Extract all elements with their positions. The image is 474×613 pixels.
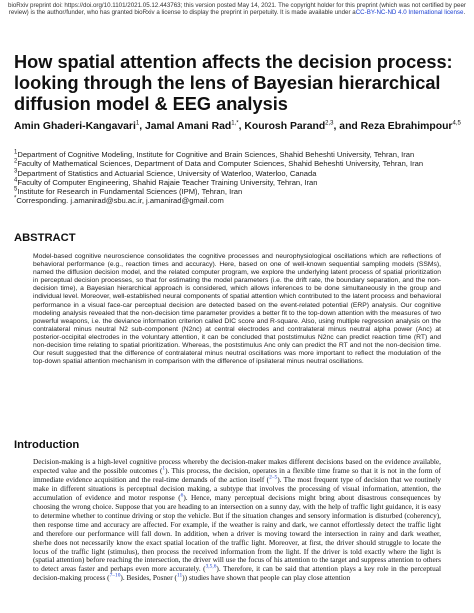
citation-link[interactable]: 3,5,6: [205, 564, 217, 571]
author-affiliation-marker: 2,3: [325, 120, 334, 127]
introduction-text: Decision-making is a high-level cognitive process whereby the decision-maker makes different decisions based on the evidence available, expected value and the possible outcomes ($^1$). This process, the decision, operates in a flexible time frame so that it is not in the form of immediate evidence acquisition and the real-time demands of the action itself ($^{2-5}$). The most frequent type of decision that we routinely make in different situations is perceptual decision making, a subtype that involves the processing of visual information, attention, the accumulation of evidence and motor response ($^6$). Hence, many perceptual decisions might bring about disastrous consequences by choosing the wrong choice. Suppose that you are heading to an intersection on a sunny day, with the help of traffic light guidance, it is easy to determine whether to continue driving or stop the vehicle. But if the situation changes and sensory information is disturbed (coherency), then response time and accuracy are affected. For example, if the weather is rainy and dark, we cannot effortlessly detect the traffic light and therefore our performance will fall down. In addition, when a driver is moving toward the intersection in rainy and dark weather, she/he does not necessarily know the exact spatial location of the traffic light. Moreover, at first, the driver should struggle to locate the locus of the traffic light (stimulus), then process the received information from the light. If the driver is told exactly where the light is (spatial attention) before reaching the intersection, the driver will use the focus of his attention to the target and suppress attention to others to detect areas faster and perhaps even more accurately. ($^{3,5,6}$). Therefore, it can be said that attention plays a key role in the perceptual decision-making process ($^{7-10}$). Besides, Posner ($^{11}$)) studies have shown that people can play close attention: [33, 457, 441, 583]
affiliation: [14, 159, 464, 168]
author-name: Kourosh Parand: [244, 121, 326, 132]
author-name: Reza Ebrahimpour: [360, 121, 453, 132]
citation-link[interactable]: 11: [176, 572, 183, 579]
affiliation-marker: 1: [14, 149, 18, 156]
affiliation-text: Corresponding. j.amanirad@sbu.ac.ir, j.amanirad@gmail.com: [16, 196, 224, 206]
author-name: Jamal Amani Rad: [144, 121, 232, 132]
preprint-notice: [0, 2, 474, 17]
affiliation-marker: *: [14, 195, 17, 202]
affiliation-marker: 4: [14, 177, 18, 184]
author-affiliation-marker: 4,5: [452, 120, 461, 127]
author-affiliation-marker: 1: [135, 120, 140, 127]
affiliation: [14, 150, 464, 159]
affiliation: [14, 169, 464, 178]
intro-text-run: . The most frequent type of decision that we routinely make in different situations is perceptual decision making, a subtype that involves the processing of visual information, attention, the accumulation of evidence and motor response: [33, 474, 441, 502]
affiliation-marker: 3: [14, 168, 18, 175]
citation-link[interactable]: 1: [162, 465, 166, 472]
intro-text-run: . This process, the decision, operates in a flexible time frame so that it is not in the form of immediate evidence acquisition and the real-time demands of the action itself: [33, 465, 441, 484]
intro-text-run: ) studies have shown that people can play close attention: [184, 573, 351, 583]
affiliation-text: Institute for Research in Fundamental Sciences (IPM), Tehran, Iran: [17, 187, 243, 197]
citation-link[interactable]: 6: [180, 492, 184, 499]
license-link[interactable]: CC-BY-NC-ND 4.0 International license: [355, 9, 464, 17]
affiliation-text: Faculty of Computer Engineering, Shahid Rajaie Teacher Training University, Tehran, Iran: [17, 177, 318, 187]
affiliation-list: [14, 150, 464, 206]
author-affiliation-marker: 1,*: [231, 120, 239, 127]
preprint-notice-tail: .: [463, 9, 466, 17]
affiliation-marker: 5: [14, 186, 18, 193]
affiliation-text: Faculty of Mathematical Sciences, Department of Data and Computer Sciences, Shahid Beheshti University, Tehran, Iran: [17, 159, 424, 169]
preprint-notice-text: bioRxiv preprint doi: https://doi.org/10.1101/2021.05.12.443763; this version posted May 14, 2021. The copyright holder for this preprint (which was not certified by peer review) is the author/funder, who has granted bioRxiv a license to display the preprint in perpetuity. It is made available under a: [8, 2, 466, 17]
affiliation: [14, 196, 464, 205]
author-list: Amin Ghaderi-Kangavari$^1$, Jamal Amani Rad$^{1,*}$, Kourosh Parand$^{2,3}$, and Reza Ebrahimpour$^{4,5}$: [14, 120, 461, 132]
intro-text-run: . Therefore, it can be said that attention plays a key role in the perceptual decision-making process: [33, 564, 441, 583]
affiliation-text: Department of Cognitive Modeling, Institute for Cognitive and Brain Sciences, Shahid Beheshti University, Tehran, Iran: [17, 150, 415, 159]
citation-link[interactable]: 2–5: [269, 474, 278, 481]
citation-link[interactable]: 7–10: [109, 572, 121, 579]
affiliation-text: Department of Statistics and Actuarial Science, University of Waterloo, Waterloo, Canada: [17, 168, 317, 178]
affiliation-marker: 2: [14, 158, 18, 165]
affiliation: [14, 178, 464, 187]
abstract-text: Model-based cognitive neuroscience consolidates the cognitive processes and neurophysiological oscillations which are reflections of behavioral performance (e.g., reaction times and accuracy). Here, based on one of well-known sequential sampling models (SSMs), named the diffusion decision model, and the related computer program, we explore the underlying latent process of spatial prioritization in perceptual decision processes, so that for estimating the model parameters (i.e. the drift rate, the boundary separation, and the non-decision time), a Bayesian hierarchical approach is considered, which allows inferences to be done simultaneously in the group and individual level. Moreover, well-established neural components of spatial attention which contributed to the latent process and behavioral performance in a visual face-car perceptual decision are detected based on the event-related potential (ERP) analysis. Our cognitive modeling analysis revealed that the non-decision time parameter provides a better fit to the top-down attention with the measures of two powerful weapons, i.e. the deviance information criterion called DIC score and R-square. Also, using multiple regression analysis on the contralateral minus neutral N2 sub-component (N2nc) at central electrodes and contralateral minus neutral alpha power (Anc) at posterior-occipital electrodes in the voluntary attention, it can be concluded that poststimulus N2nc can predict reaction time (RT) and non-decision time relating to spatial prioritization. Whereas, the poststimulus Anc only can predict the RT and not the non-decision time. Our result suggested that the difference of contralateral minus neutral oscillations was more important to reflect the modulation of the top-down spatial attention mechanism in comparison with the difference of ipsilateral minus neutral oscillations.: [33, 253, 441, 366]
intro-text-run: Decision-making is a high-level cognitive process whereby the decision-maker makes different decisions based on the evidence available, expected value and the possible outcomes: [33, 457, 441, 475]
intro-text-run: . Hence, many perceptual decisions might bring about disastrous consequences by choosing the wrong choice. Suppose that you are heading to an intersection on a sunny day, with the help of traffic light guidance, it is easy to determine whether to continue driving or stop the vehicle. But if the situation changes and sensory information is disturbed (coherency), then response time and accuracy are affected. For example, if the weather is rainy and dark, we cannot effortlessly detect the traffic light and therefore our performance will fall down. In addition, when a driver is moving toward the intersection in rainy and dark weather, she/he does not necessarily know the exact spatial location of the traffic light. Moreover, at first, the driver should struggle to locate the locus of the traffic light (stimulus), then process the received information from the light. If the driver is told exactly where the light is (spatial attention) before reaching the intersection, the driver will use the focus of his attention to the target and suppress attention to others to detect areas faster and perhaps even more accurately.: [33, 492, 441, 574]
intro-text-run: . Besides, Posner: [122, 573, 175, 583]
abstract-heading: ABSTRACT: [14, 232, 76, 244]
introduction-heading: Introduction: [14, 439, 80, 451]
paper-title: How spatial attention affects the decision process: looking through the lens of Bayesian hierarchical diffusion model & EEG analysis: [14, 52, 453, 114]
author-name: Amin Ghaderi-Kangavari: [14, 121, 136, 132]
